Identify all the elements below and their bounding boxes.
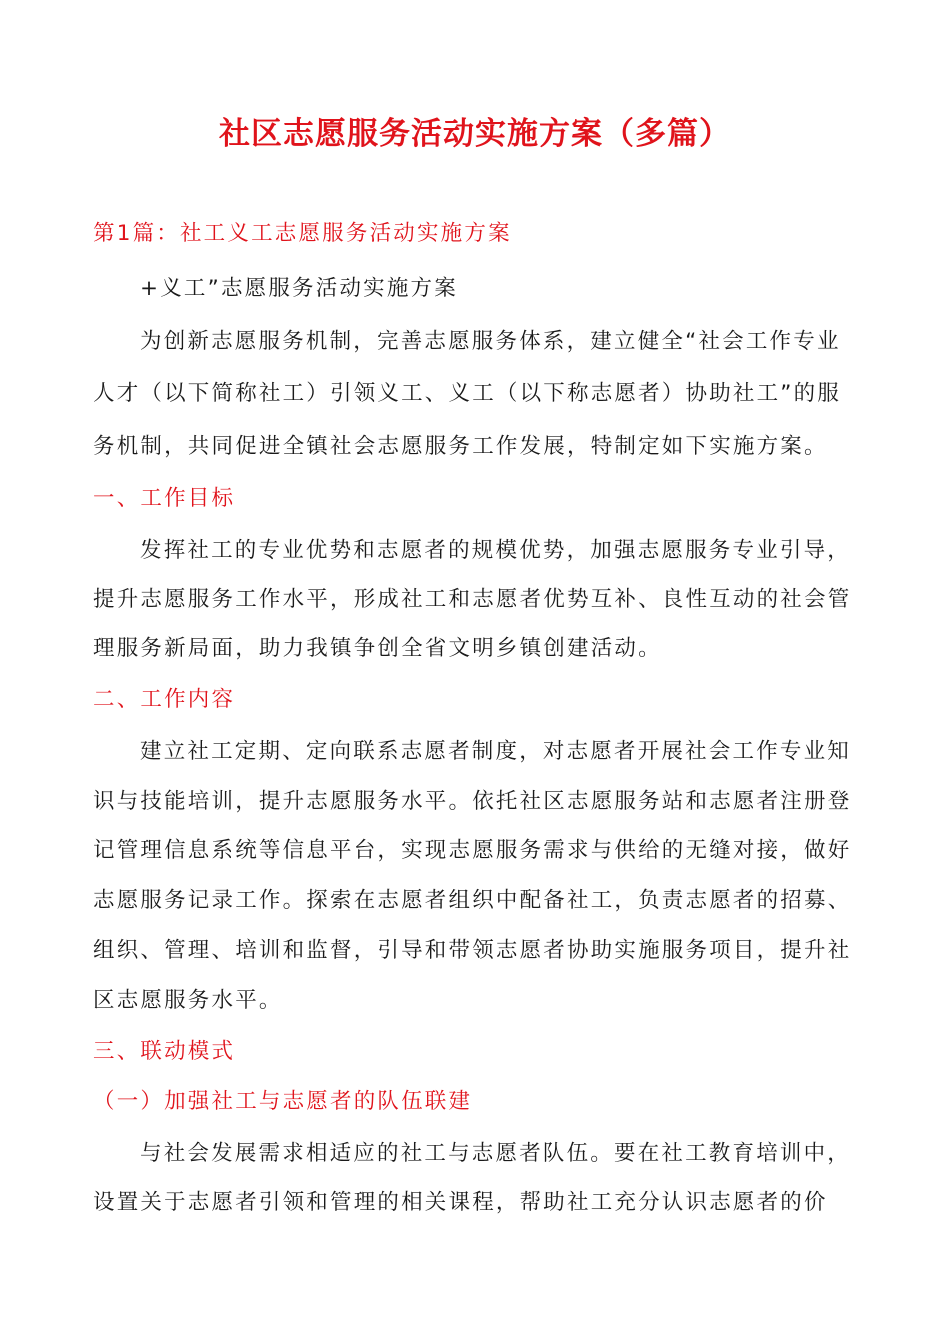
content-line: 建立社工定期、定向联系志愿者制度，对志愿者开展社会工作专业知 <box>140 739 852 764</box>
heading-content: 二、工作内容 <box>93 687 236 712</box>
heading-team: （一）加强社工与志愿者的队伍联建 <box>93 1089 473 1114</box>
content-line: 志愿服务记录工作。探索在志愿者组织中配备社工，负责志愿者的招募、 <box>93 888 852 913</box>
heading-mode: 三、联动模式 <box>93 1039 236 1064</box>
section-heading-1: 第1篇：社工义工志愿服务活动实施方案 <box>93 221 512 246</box>
document-title: 社区志愿服务活动实施方案（多篇） <box>219 116 731 152</box>
goal-line: 理服务新局面，助力我镇争创全省文明乡镇创建活动。 <box>93 636 662 661</box>
content-line: 区志愿服务水平。 <box>93 988 283 1013</box>
subtitle-line: +义工”志愿服务活动实施方案 <box>140 276 458 301</box>
goal-line: 提升志愿服务工作水平，形成社工和志愿者优势互补、良性互动的社会管 <box>93 587 852 612</box>
intro-line: 务机制，共同促进全镇社会志愿服务工作发展，特制定如下实施方案。 <box>93 434 828 459</box>
heading-goal: 一、工作目标 <box>93 486 236 511</box>
content-line: 组织、管理、培训和监督，引导和带领志愿者协助实施服务项目，提升社 <box>93 938 852 963</box>
team-line: 设置关于志愿者引领和管理的相关课程，帮助社工充分认识志愿者的价 <box>93 1190 828 1215</box>
team-line: 与社会发展需求相适应的社工与志愿者队伍。要在社工教育培训中， <box>140 1141 852 1166</box>
intro-line: 人才（以下简称社工）引领义工、义工（以下称志愿者）协助社工”的服 <box>93 381 842 406</box>
intro-line: 为创新志愿服务机制，完善志愿服务体系，建立健全“社会工作专业 <box>140 329 841 354</box>
goal-line: 发挥社工的专业优势和志愿者的规模优势，加强志愿服务专业引导， <box>140 538 852 563</box>
content-line: 识与技能培训，提升志愿服务水平。依托社区志愿服务站和志愿者注册登 <box>93 789 852 814</box>
content-line: 记管理信息系统等信息平台，实现志愿服务需求与供给的无缝对接，做好 <box>93 838 852 863</box>
